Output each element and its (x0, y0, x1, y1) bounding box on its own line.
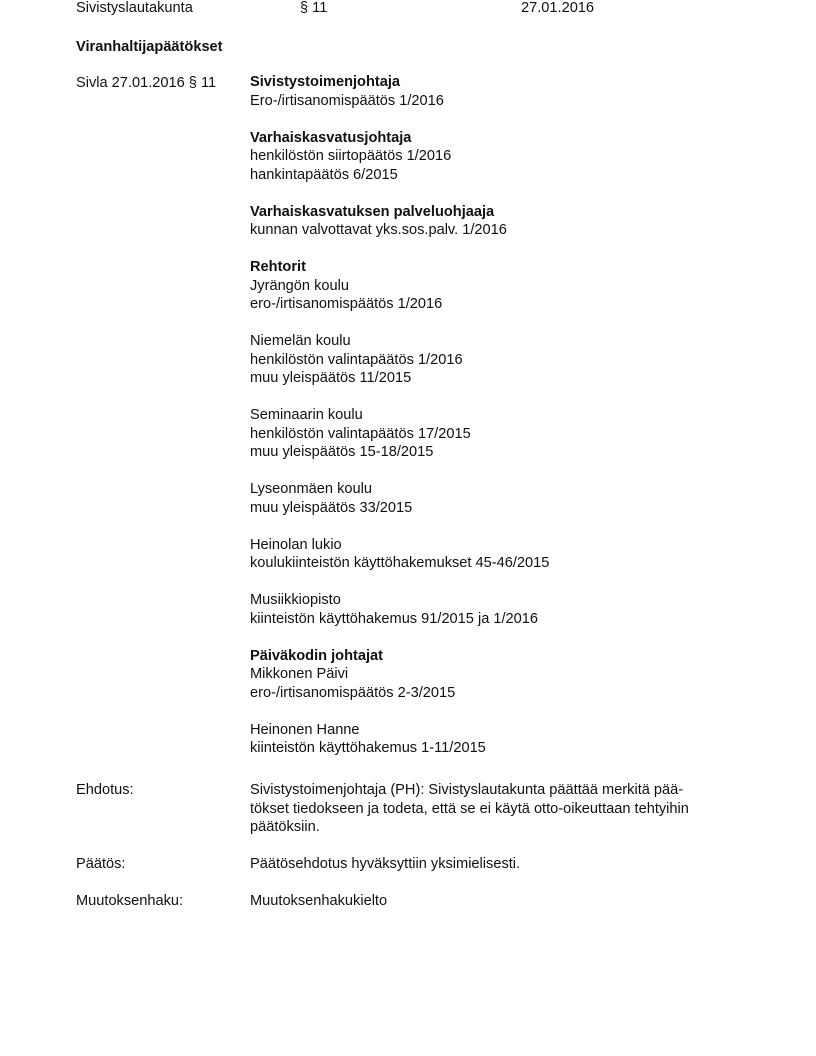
decision-group (250, 129, 750, 185)
decision-line: Ero-/irtisanomispäätös 1/2016 (250, 92, 444, 109)
decision-line: muu yleispäätös 33/2015 (250, 499, 413, 516)
decisions-list (250, 73, 750, 776)
decision-line: koulukiinteistön käyttöhakemukset 45-46/2015 (250, 555, 550, 571)
decision-entry (250, 332, 750, 388)
decision-line: henkilöstön siirtopäätös 1/2016 (250, 148, 452, 164)
decision-entry (250, 591, 750, 628)
official-title: Rehtorit (250, 259, 306, 275)
proposal-text (250, 781, 740, 837)
decision-line: hankintapäätös 6/2015 (250, 166, 398, 183)
decision-entry (250, 221, 750, 240)
header-section-number: § 11 (300, 0, 328, 16)
decision-line: kiinteistön käyttöhakemus 1-11/2015 (250, 740, 486, 756)
decision-text: Päätösehdotus hyväksyttiin yksimielisesti. (250, 856, 521, 872)
decision-line: henkilöstön valintapäätös 1/2016 (250, 351, 463, 368)
decision-entry (250, 665, 750, 702)
header-date: 27.01.2016 (521, 0, 595, 16)
appeal-label: Muutoksenhaku: (76, 893, 184, 909)
decision-entry (250, 406, 750, 462)
proposal-label: Ehdotus: (76, 782, 134, 798)
proposal-line: Sivistystoimenjohtaja (PH): Sivistyslautakunta päättää merkitä pää- (250, 782, 684, 798)
decision-entry (250, 147, 750, 184)
proposal-line: päätöksiin. (250, 819, 320, 835)
decision-group (250, 73, 750, 110)
decision-line: muu yleispäätös 11/2015 (250, 370, 412, 386)
decision-entry (250, 92, 750, 111)
decision-line: kunnan valvottavat yks.sos.palv. 1/2016 (250, 222, 507, 238)
unit-name: Niemelän koulu (250, 333, 351, 349)
unit-name: Musiikkiopisto (250, 592, 341, 608)
decision-group (250, 647, 750, 758)
decision-group (250, 203, 750, 240)
page-header (0, 0, 816, 18)
decision-line: henkilöstön valintapäätös 17/2015 (250, 425, 471, 442)
decision-entry (250, 536, 750, 573)
page-title: Viranhaltijapäätökset (76, 39, 223, 55)
decision-entry (250, 721, 750, 758)
decision-line: muu yleispäätös 15-18/2015 (250, 444, 434, 460)
decision-line: kiinteistön käyttöhakemus 91/2015 ja 1/2016 (250, 610, 539, 627)
official-title: Varhaiskasvatusjohtaja (250, 129, 412, 146)
unit-name: Jyrängön koulu (250, 277, 349, 294)
decision-line: ero-/irtisanomispäätös 2-3/2015 (250, 684, 456, 701)
decision-group (250, 258, 750, 628)
decision-entry (250, 480, 750, 517)
official-title: Sivistystoimenjohtaja (250, 74, 401, 90)
header-board-name: Sivistyslautakunta (76, 0, 193, 16)
unit-name: Lyseonmäen koulu (250, 481, 372, 497)
proposal-line: tökset tiedokseen ja todeta, että se ei käytä otto-oikeuttaan tehtyihin (250, 800, 689, 817)
unit-name: Mikkonen Päivi (250, 666, 349, 682)
decision-entry (250, 277, 750, 314)
official-title: Varhaiskasvatuksen palveluohjaaja (250, 203, 495, 220)
official-title: Päiväkodin johtajat (250, 647, 383, 664)
decision-line: ero-/irtisanomispäätös 1/2016 (250, 296, 443, 312)
unit-name: Seminaarin koulu (250, 407, 363, 423)
meeting-reference: Sivla 27.01.2016 § 11 (76, 75, 217, 91)
unit-name: Heinolan lukio (250, 536, 342, 553)
appeal-text: Muutoksenhakukielto (250, 893, 388, 909)
unit-name: Heinonen Hanne (250, 721, 360, 738)
decision-label: Päätös: (76, 856, 126, 872)
